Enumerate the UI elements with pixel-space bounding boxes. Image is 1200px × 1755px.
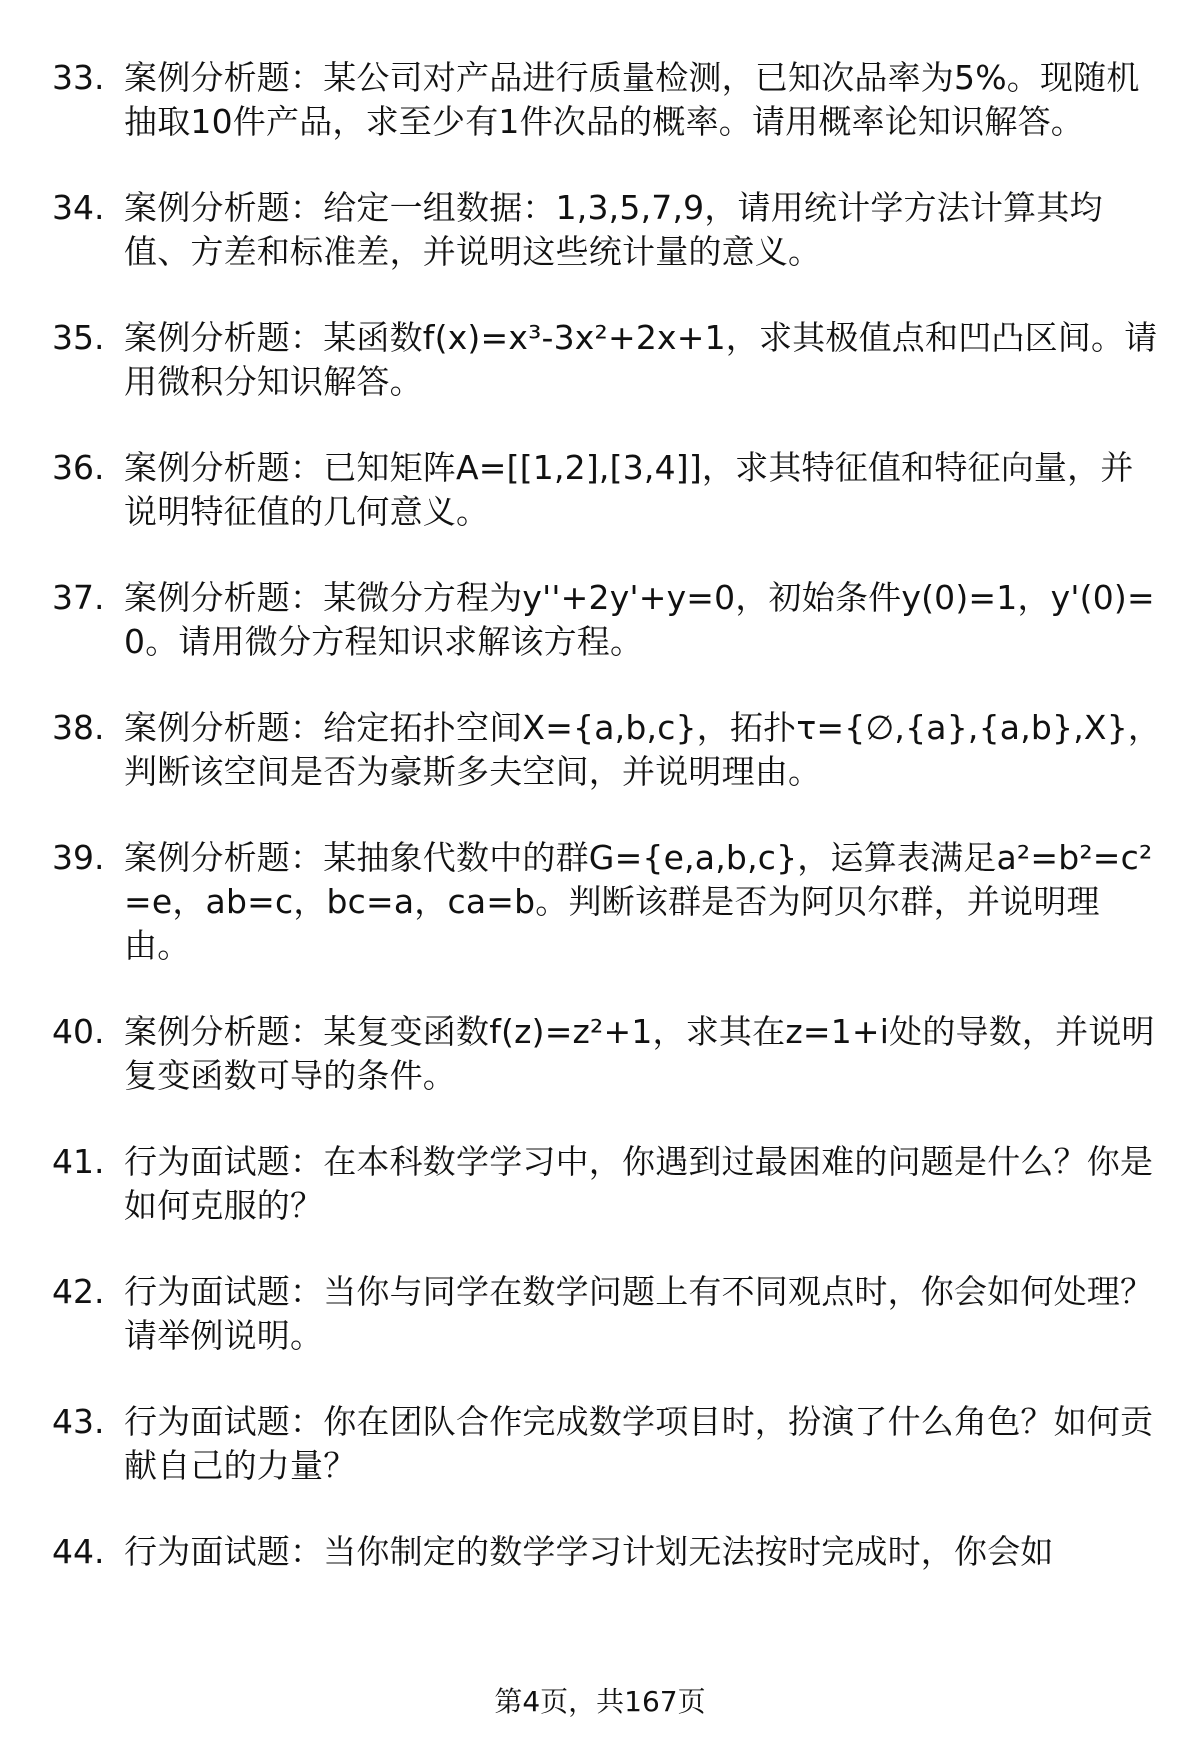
question-text: 案例分析题：已知矩阵A=[[1,2],[3,4]]，求其特征值和特征向量，并说明特征值的几何意义。 — [124, 448, 1134, 531]
question-text: 案例分析题：某抽象代数中的群G={e,a,b,c}，运算表满足a²=b²=c²=e，ab=c，bc=a，ca=b。判断该群是否为阿贝尔群，并说明理由。 — [124, 838, 1153, 965]
question-text: 行为面试题：当你制定的数学学习计划无法按时完成时，你会如 — [124, 1532, 1054, 1571]
question-item — [52, 446, 1162, 534]
page-number-footer: 第4页，共167页 — [494, 1685, 706, 1718]
question-text: 行为面试题：你在团队合作完成数学项目时，扮演了什么角色？如何贡献自己的力量？ — [124, 1402, 1154, 1485]
question-number: 38. — [52, 708, 105, 747]
question-number: 44. — [52, 1532, 105, 1571]
question-number: 35. — [52, 318, 105, 357]
question-item — [52, 1010, 1162, 1098]
question-item — [52, 706, 1162, 794]
question-number: 41. — [52, 1142, 105, 1181]
question-item — [52, 56, 1162, 144]
question-number: 43. — [52, 1402, 105, 1441]
question-item — [52, 1400, 1162, 1488]
question-text: 案例分析题：某公司对产品进行质量检测，已知次品率为5%。现随机抽取10件产品，求至少有1件次品的概率。请用概率论知识解答。 — [124, 58, 1140, 141]
question-text: 案例分析题：某复变函数f(z)=z²+1，求其在z=1+i处的导数，并说明复变函数可导的条件。 — [124, 1012, 1155, 1095]
question-item — [52, 316, 1162, 404]
question-item — [52, 836, 1162, 968]
question-text: 案例分析题：给定拓扑空间X={a,b,c}，拓扑τ={∅,{a},{a,b},X}，判断该空间是否为豪斯多夫空间，并说明理由。 — [124, 708, 1162, 791]
question-text: 案例分析题：某微分方程为y''+2y'+y=0，初始条件y(0)=1，y'(0)=0。请用微分方程知识求解该方程。 — [124, 578, 1155, 661]
question-list — [52, 56, 1162, 1616]
question-number: 39. — [52, 838, 105, 877]
question-item — [52, 186, 1162, 274]
question-item — [52, 1140, 1162, 1228]
question-item — [52, 576, 1162, 664]
question-number: 34. — [52, 188, 105, 227]
question-number: 36. — [52, 448, 105, 487]
question-number: 42. — [52, 1272, 105, 1311]
question-number: 37. — [52, 578, 105, 617]
question-text: 案例分析题：给定一组数据：1,3,5,7,9，请用统计学方法计算其均值、方差和标准差，并说明这些统计量的意义。 — [124, 188, 1103, 271]
question-text: 案例分析题：某函数f(x)=x³-3x²+2x+1，求其极值点和凹凸区间。请用微积分知识解答。 — [124, 318, 1158, 401]
question-item — [52, 1530, 1162, 1574]
question-item — [52, 1270, 1162, 1358]
question-number: 33. — [52, 58, 105, 97]
question-text: 行为面试题：在本科数学学习中，你遇到过最困难的问题是什么？你是如何克服的？ — [124, 1142, 1154, 1225]
question-number: 40. — [52, 1012, 105, 1051]
question-text: 行为面试题：当你与同学在数学问题上有不同观点时，你会如何处理？请举例说明。 — [124, 1272, 1154, 1355]
